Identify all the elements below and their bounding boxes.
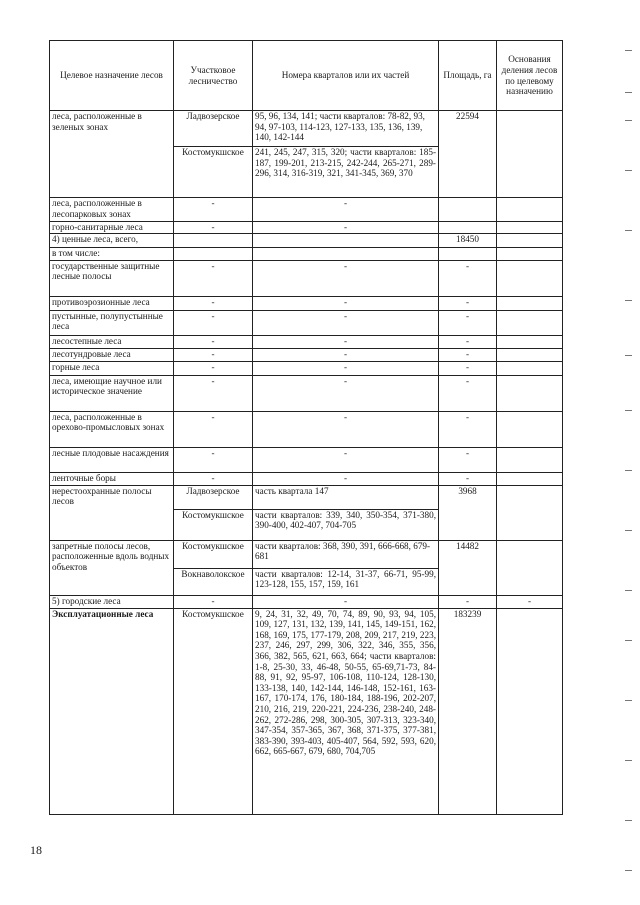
table-row bbox=[50, 411, 563, 447]
scan-mark bbox=[625, 410, 632, 411]
scan-mark bbox=[625, 590, 632, 591]
table-row bbox=[50, 335, 563, 348]
table-row bbox=[50, 485, 563, 509]
quarters-cell: части кварталов: 368, 390, 391, 666-668, 679-681 bbox=[253, 540, 439, 568]
quarters-cell: - bbox=[253, 472, 439, 485]
forestry-cell: - bbox=[174, 198, 253, 222]
basis-cell bbox=[497, 447, 563, 472]
quarters-cell: - bbox=[253, 348, 439, 361]
area-cell: - bbox=[439, 310, 497, 335]
quarters-cell: 9, 24, 31, 32, 49, 70, 74, 89, 90, 93, 94, 105, 109, 127, 131, 132, 139, 141, 145, 149-151, 162, 168, 169, 175, 177-179, 208, 209, 217, 219, 223, 237, 246, 297, 299, 306, 322, 346, 355, 356, 366, 382, 565, 621, 663, 664; части кварталов: 1-8, 25-30, 33, 46-48, 50-55, 65-69,71-73, 84-88, 91, 92, 95-97, 106-108, 110-124, 128-130, 133-138, 140, 142-144, 146-148, 152-161, 163-167, 170-174, 176, 180-184, 188-196, 202-207, 210, 216, 219, 220-221, 224-236, 238-240, 248-262, 272-286, 298, 300-305, 307-313, 323-340, 347-354, 357-365, 367, 368, 371-375, 377-381, 383-390, 393-403, 405-407, 564, 592, 593, 620, 662, 665-667, 679, 680, 704,705 bbox=[253, 608, 439, 814]
table-row bbox=[50, 540, 563, 568]
area-cell: 14482 bbox=[439, 540, 497, 595]
quarters-cell: - bbox=[253, 296, 439, 310]
quarters-cell: - bbox=[253, 595, 439, 608]
purpose-cell: горно-санитарные леса bbox=[50, 222, 174, 234]
quarters-cell: часть квартала 147 bbox=[253, 485, 439, 509]
header-forestry: Участковое лесничество bbox=[174, 41, 253, 111]
purpose-cell: лесостепные леса bbox=[50, 335, 174, 348]
forestry-cell: - bbox=[174, 375, 253, 411]
quarters-cell: части кварталов: 339, 340, 350-354, 371-380, 390-400, 402-407, 704-705 bbox=[253, 509, 439, 540]
purpose-cell: пустынные, полупустынные леса bbox=[50, 310, 174, 335]
area-cell bbox=[439, 198, 497, 222]
purpose-cell: ленточные боры bbox=[50, 472, 174, 485]
basis-cell bbox=[497, 540, 563, 595]
scan-mark bbox=[625, 700, 632, 701]
area-cell: - bbox=[439, 595, 497, 608]
quarters-cell: 241, 245, 247, 315, 320; части кварталов: 185-187, 199-201, 213-215, 242-244, 265-271, 289-296, 314, 316-319, 321, 341-345, 369, 370 bbox=[253, 147, 439, 198]
area-cell bbox=[439, 247, 497, 260]
purpose-cell: леса, расположенные в лесопарковых зонах bbox=[50, 198, 174, 222]
table-row bbox=[50, 472, 563, 485]
quarters-cell: - bbox=[253, 447, 439, 472]
basis-cell bbox=[497, 222, 563, 234]
purpose-cell: запретные полосы лесов, расположенные вдоль водных объектов bbox=[50, 540, 174, 595]
area-cell: - bbox=[439, 296, 497, 310]
basis-cell bbox=[497, 233, 563, 247]
forestry-cell: Костомукшское bbox=[174, 608, 253, 814]
quarters-cell: - bbox=[253, 411, 439, 447]
purpose-cell: 5) городские леса bbox=[50, 595, 174, 608]
header-area: Площадь, га bbox=[439, 41, 497, 111]
forestry-cell: Ладвозерское bbox=[174, 111, 253, 147]
purpose-cell: противоэрозионные леса bbox=[50, 296, 174, 310]
purpose-cell: государственные защитные лесные полосы bbox=[50, 260, 174, 296]
forestry-cell: - bbox=[174, 472, 253, 485]
purpose-cell: леса, имеющие научное или историческое значение bbox=[50, 375, 174, 411]
forestry-cell: Вокнаволокское bbox=[174, 568, 253, 595]
purpose-cell: леса, расположенные в зеленых зонах bbox=[50, 111, 174, 198]
basis-cell bbox=[497, 198, 563, 222]
purpose-cell: 4) ценные леса, всего, bbox=[50, 233, 174, 247]
area-cell: 22594 bbox=[439, 111, 497, 198]
scan-mark bbox=[625, 820, 632, 821]
basis-cell: - bbox=[497, 595, 563, 608]
table-row bbox=[50, 222, 563, 234]
header-purpose: Целевое назначение лесов bbox=[50, 41, 174, 111]
header-basis: Основания деления лесов по целевому назначению bbox=[497, 41, 563, 111]
table-row bbox=[50, 348, 563, 361]
forestry-cell bbox=[174, 233, 253, 247]
scan-mark bbox=[625, 760, 632, 761]
area-cell bbox=[439, 222, 497, 234]
area-cell: 3968 bbox=[439, 485, 497, 540]
basis-cell bbox=[497, 472, 563, 485]
forestry-cell: - bbox=[174, 348, 253, 361]
quarters-cell: 95, 96, 134, 141; части кварталов: 78-82, 93, 94, 97-103, 114-123, 127-133, 135, 136, 139, 140, 142-144 bbox=[253, 111, 439, 147]
scan-mark bbox=[625, 92, 632, 93]
basis-cell bbox=[497, 361, 563, 375]
scan-mark bbox=[625, 230, 632, 231]
forestry-cell: - bbox=[174, 296, 253, 310]
area-cell: - bbox=[439, 335, 497, 348]
forestry-cell: - bbox=[174, 310, 253, 335]
basis-cell bbox=[497, 608, 563, 814]
area-cell: - bbox=[439, 348, 497, 361]
quarters-cell: - bbox=[253, 222, 439, 234]
scan-mark bbox=[625, 355, 632, 356]
scan-mark bbox=[625, 50, 632, 51]
header-quarters: Номера кварталов или их частей bbox=[253, 41, 439, 111]
quarters-cell: - bbox=[253, 310, 439, 335]
table-row bbox=[50, 608, 563, 814]
area-cell: - bbox=[439, 361, 497, 375]
forestry-cell: - bbox=[174, 361, 253, 375]
quarters-cell: - bbox=[253, 361, 439, 375]
table-header-row bbox=[50, 41, 563, 111]
forestry-cell: Костомукшское bbox=[174, 540, 253, 568]
purpose-cell: Эксплуатационные леса bbox=[50, 608, 174, 814]
forestry-cell: - bbox=[174, 411, 253, 447]
area-cell: 183239 bbox=[439, 608, 497, 814]
area-cell: - bbox=[439, 411, 497, 447]
forestry-cell: - bbox=[174, 260, 253, 296]
table-row bbox=[50, 595, 563, 608]
area-cell: 18450 bbox=[439, 233, 497, 247]
basis-cell bbox=[497, 247, 563, 260]
scan-mark bbox=[625, 640, 632, 641]
purpose-cell: леса, расположенные в орехово-промысловых зонах bbox=[50, 411, 174, 447]
including-label: в том числе: bbox=[50, 247, 174, 260]
table-row bbox=[50, 447, 563, 472]
scan-mark bbox=[625, 470, 632, 471]
forestry-cell bbox=[174, 247, 253, 260]
table-row bbox=[50, 296, 563, 310]
purpose-cell: нерестоохранные полосы лесов bbox=[50, 485, 174, 540]
forestry-cell: - bbox=[174, 447, 253, 472]
quarters-cell: - bbox=[253, 335, 439, 348]
area-cell: - bbox=[439, 260, 497, 296]
purpose-cell: лесные плодовые насаждения bbox=[50, 447, 174, 472]
purpose-cell: горные леса bbox=[50, 361, 174, 375]
basis-cell bbox=[497, 111, 563, 198]
table-row bbox=[50, 198, 563, 222]
table-row bbox=[50, 247, 563, 260]
scan-mark bbox=[625, 300, 632, 301]
forestry-cell: Ладвозерское bbox=[174, 485, 253, 509]
basis-cell bbox=[497, 375, 563, 411]
table-row bbox=[50, 361, 563, 375]
forestry-cell: Костомукшское bbox=[174, 147, 253, 198]
basis-cell bbox=[497, 296, 563, 310]
table-row bbox=[50, 375, 563, 411]
basis-cell bbox=[497, 485, 563, 540]
quarters-cell bbox=[253, 247, 439, 260]
forestry-cell: - bbox=[174, 222, 253, 234]
page-number: 18 bbox=[30, 843, 42, 857]
scan-mark bbox=[625, 170, 632, 171]
scan-mark bbox=[625, 530, 632, 531]
purpose-cell: лесотундровые леса bbox=[50, 348, 174, 361]
forestry-cell: Костомукшское bbox=[174, 509, 253, 540]
table-row bbox=[50, 111, 563, 147]
quarters-cell: части кварталов: 12-14, 31-37, 66-71, 95-99, 123-128, 155, 157, 159, 161 bbox=[253, 568, 439, 595]
quarters-cell: - bbox=[253, 198, 439, 222]
quarters-cell: - bbox=[253, 260, 439, 296]
scan-mark bbox=[625, 120, 632, 121]
forestry-cell: - bbox=[174, 595, 253, 608]
quarters-cell: - bbox=[253, 375, 439, 411]
forestry-cell: - bbox=[174, 335, 253, 348]
basis-cell bbox=[497, 260, 563, 296]
area-cell: - bbox=[439, 447, 497, 472]
table-row bbox=[50, 260, 563, 296]
basis-cell bbox=[497, 310, 563, 335]
table-row bbox=[50, 310, 563, 335]
basis-cell bbox=[497, 335, 563, 348]
quarters-cell bbox=[253, 233, 439, 247]
table-row bbox=[50, 233, 563, 247]
area-cell: - bbox=[439, 472, 497, 485]
area-cell: - bbox=[439, 375, 497, 411]
basis-cell bbox=[497, 411, 563, 447]
forest-purpose-table bbox=[49, 40, 563, 815]
scan-mark bbox=[625, 870, 632, 871]
basis-cell bbox=[497, 348, 563, 361]
